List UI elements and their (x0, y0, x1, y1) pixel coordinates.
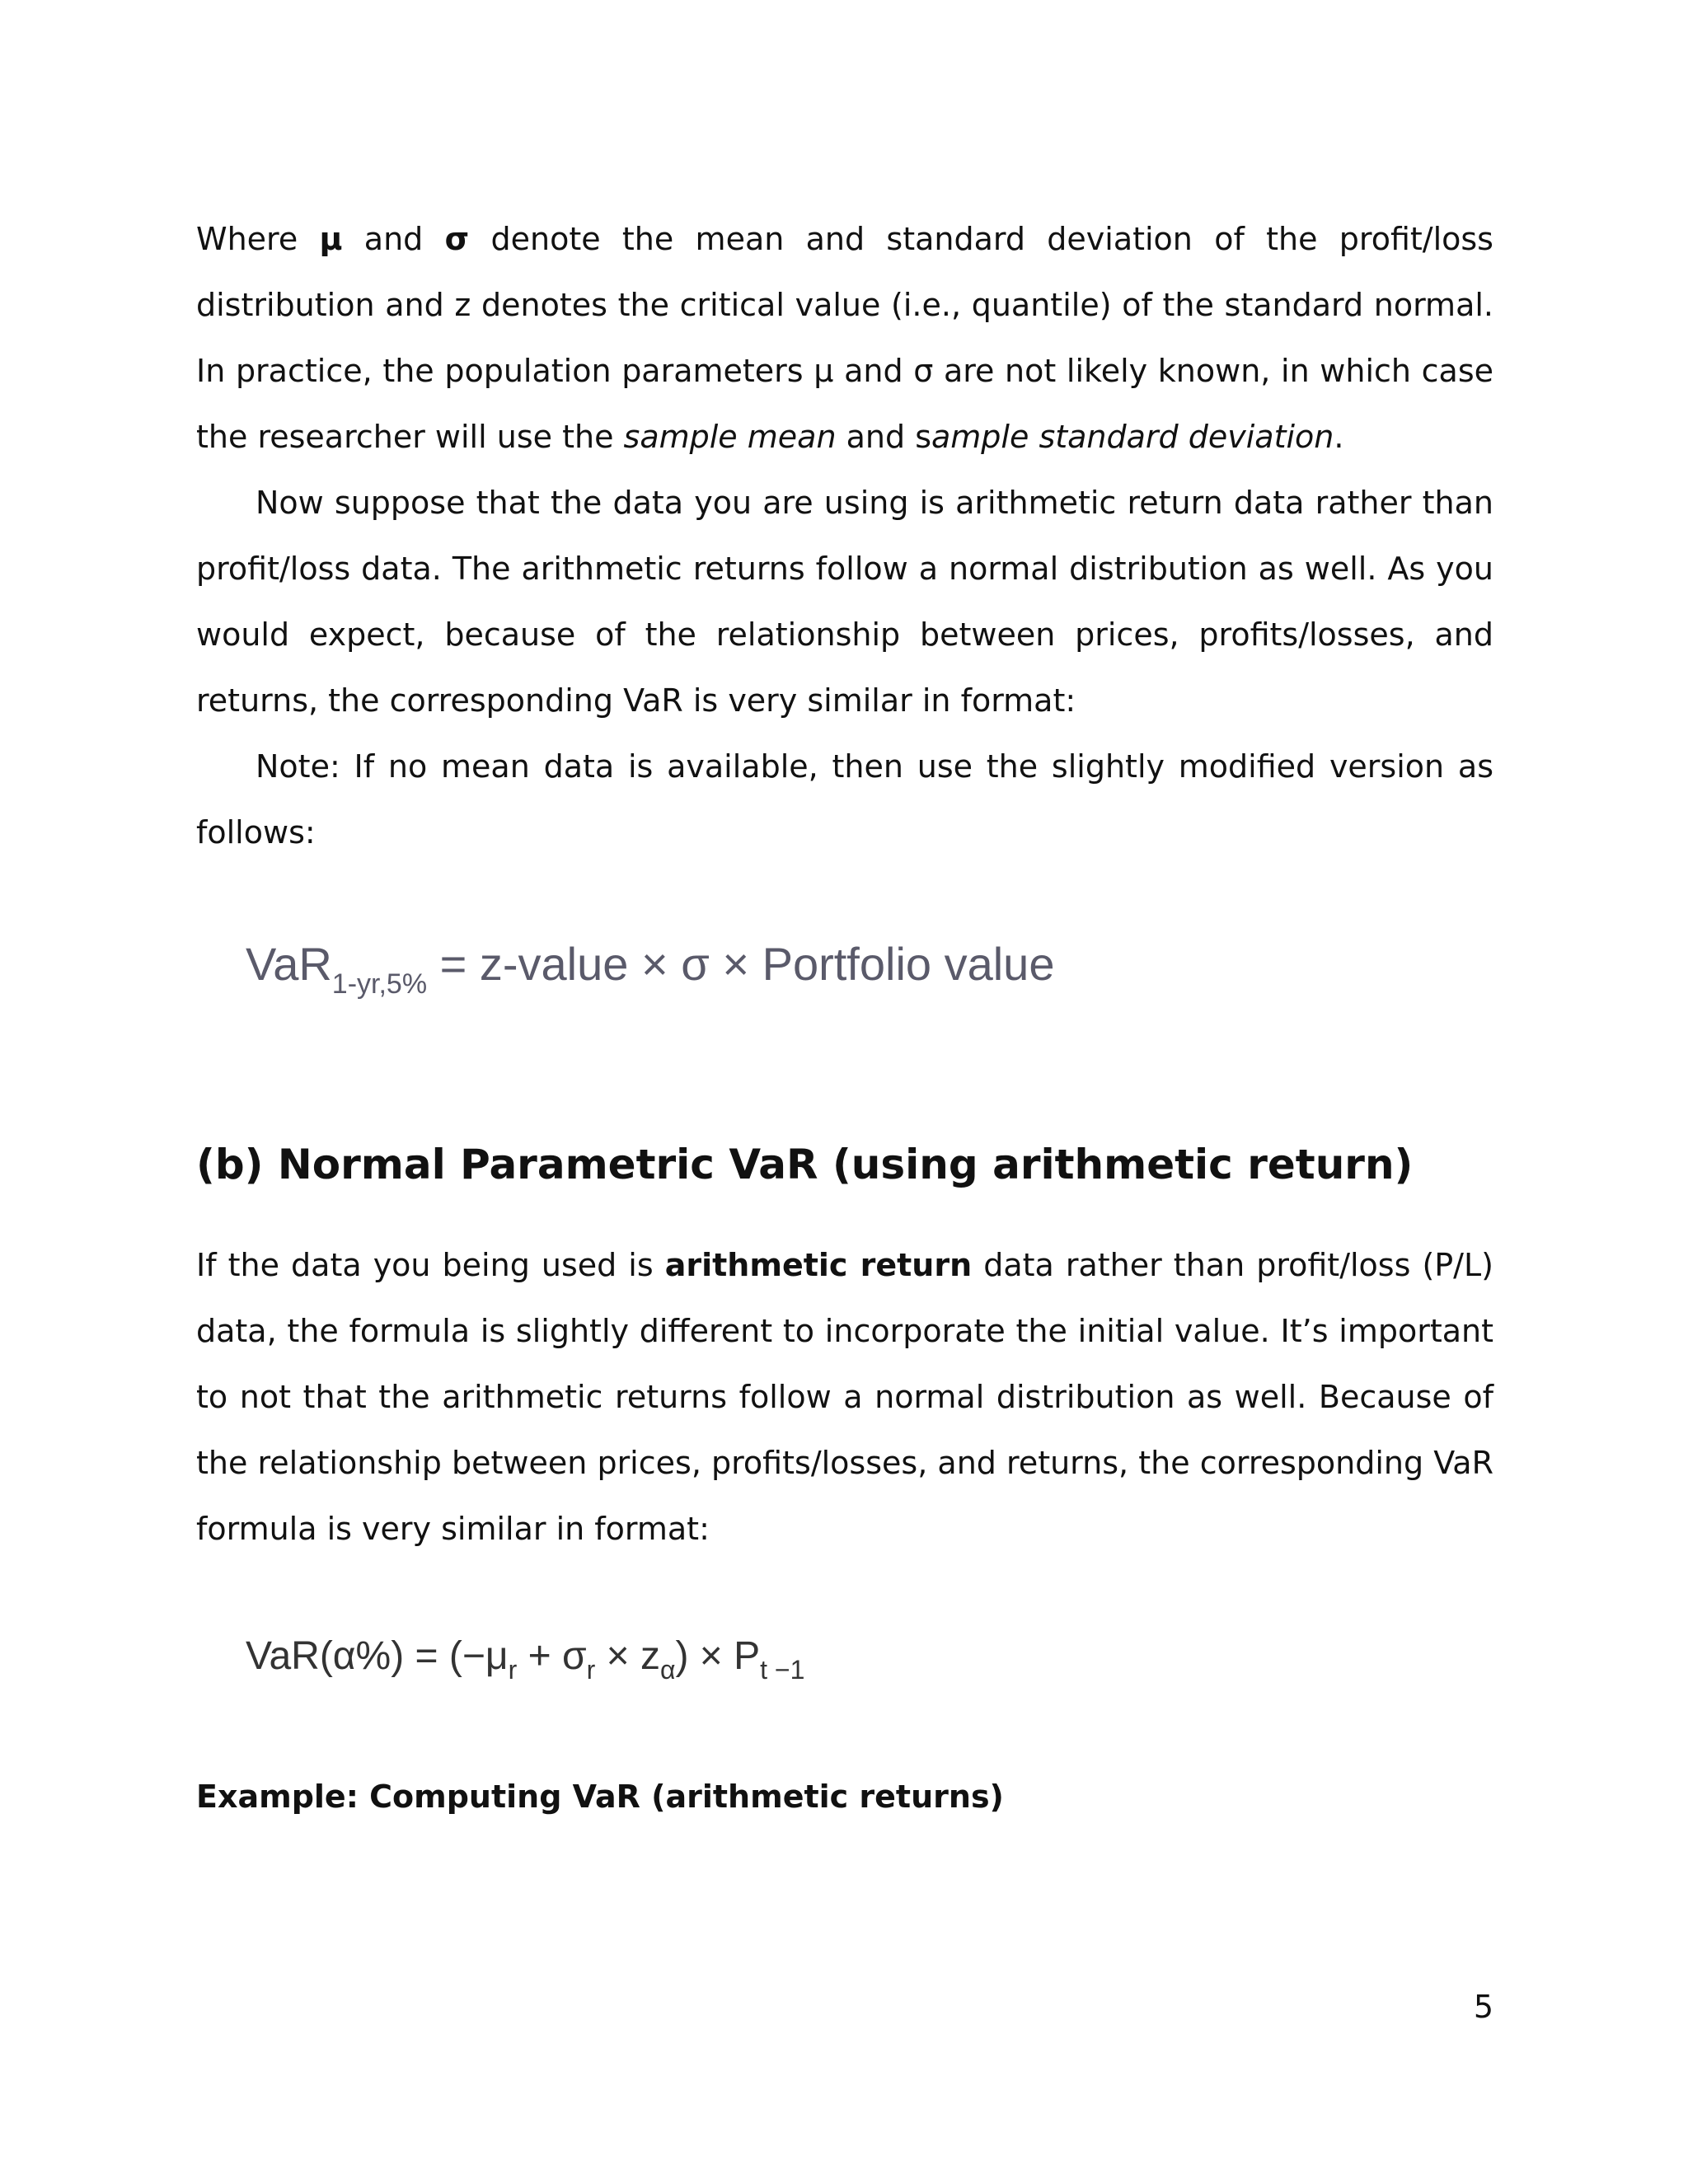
italic-sample-std: ample standard deviation (931, 419, 1334, 455)
formula-subscript: t −1 (760, 1655, 805, 1685)
text-run: Where (196, 221, 320, 257)
formula-subscript: α (659, 1655, 676, 1685)
formula-part: + σ (517, 1634, 587, 1678)
formula-subscript: r (508, 1655, 518, 1685)
paragraph-arithmetic-return-formula (196, 1232, 1493, 1562)
page-number: 5 (1473, 1989, 1493, 2025)
formula-lhs: VaR (246, 938, 332, 990)
formula-var-no-mean (246, 931, 1054, 1004)
text-run: and (342, 221, 445, 257)
section-heading-normal-parametric-var: (b) Normal Parametric VaR (using arithmetic return) (196, 1141, 1414, 1188)
paragraph-arithmetic-return-intro: Now suppose that the data you are using is arithmetic return data rather than profit/loss data. The arithmetic returns follow a normal distribution as well. As you would expect, because of the relationship between prices, profits/losses, and returns, the corresponding VaR is very similar in format: (196, 485, 1493, 719)
formula-var-arithmetic (246, 1628, 804, 1689)
text-run: data rather than profit/loss (P/L) data, the formula is slightly different to incorporate the initial value. It’s important to not that the arithmetic returns follow a normal distribution as well. Because of the relationship between prices, profits/losses, and returns, the corresponding VaR formula is very similar in format: (196, 1247, 1493, 1547)
formula-lhs-subscript: 1-yr,5% (331, 968, 428, 1000)
text-run: . (1334, 419, 1344, 455)
bold-arithmetic-return: arithmetic return (664, 1247, 973, 1283)
text-run: If the data you being used is (196, 1247, 665, 1283)
example-heading: Example: Computing VaR (arithmetic returns) (196, 1779, 1004, 1815)
formula-rhs: = z-value × σ × Portfolio value (427, 938, 1055, 990)
italic-sample-mean: sample mean (623, 419, 837, 455)
mu-symbol: μ (319, 221, 343, 257)
text-run: and s (836, 419, 931, 455)
formula-part: ) × P (675, 1634, 761, 1678)
sigma-symbol: σ (444, 221, 470, 257)
text-run: denote the mean and standard deviation of the profit/loss distribution and z denotes the critical value (i.e., quantile) of the standard normal. In practice, the population parameters μ and σ are not likely known, in which case the researcher will use the (196, 221, 1493, 455)
formula-part: × z (595, 1634, 660, 1678)
paragraph-no-mean-note: Note: If no mean data is available, then use the slightly modified version as follows: (196, 748, 1493, 851)
paragraph-mean-std-definition (196, 206, 1493, 470)
formula-subscript: r (586, 1655, 596, 1685)
formula-part: VaR(α%) = (−μ (246, 1634, 509, 1678)
